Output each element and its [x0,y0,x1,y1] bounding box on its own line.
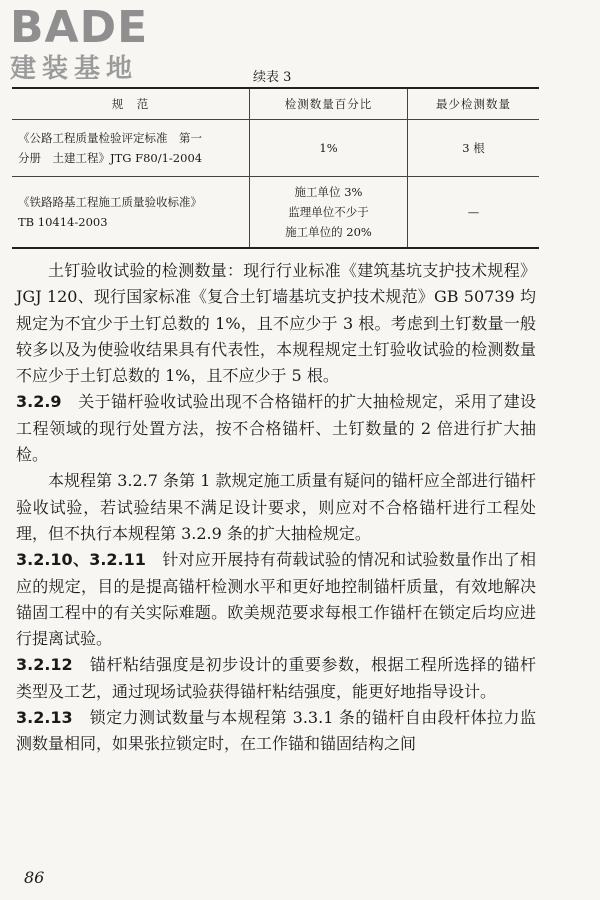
clause-number: 3.2.13 [16,708,73,728]
table-row [12,120,539,177]
spec-table [12,87,539,249]
paragraph [16,705,536,758]
spec-line: TB 10414-2003 [18,215,108,229]
paragraph [16,258,536,389]
table-caption: 续表 3 [253,70,292,85]
page-number: 86 [24,868,45,887]
paragraph-text: 本规程第 3.2.7 条第 1 款规定施工质量有疑问的锚杆应全部进行锚杆验收试验，若试验结果不满足设计要求，则应对不合格锚杆进行工程处理，但不执行本规程第 3.2.9 条的扩大抽检规定。 [16,471,536,543]
paragraph-text: 锚杆粘结强度是初步设计的重要参数，根据工程所选择的锚杆类型及工艺，通过现场试验获得锚杆粘结强度，能更好地指导设计。 [16,655,536,701]
spec-cell [12,120,250,177]
clause-number: 3.2.12 [16,655,73,675]
logo-brand: BADE [10,2,149,53]
body-text [16,258,536,758]
paragraph-text: 土钉验收试验的检测数量：现行行业标准《建筑基坑支护技术规程》JGJ 120、现行国家标准《复合土钉墙基坑支护技术规范》GB 50739 均规定为不宜少于土钉总数的 1%，且不应少于 3 根。考虑到土钉数量一般较多以及为使验收结果具有代表性，本规程规定土钉验收试验的检测数量不应少于土钉总数的 1%，且不应少于 5 根。 [16,261,536,386]
spec-line: 《铁路路基工程施工质量验收标准》 [18,195,202,209]
minimum-cell: 3 根 [408,120,540,177]
bade-logo [10,2,180,86]
percent-line: 施工单位 3% [294,185,363,199]
paragraph-text: 锁定力测试数量与本规程第 3.3.1 条的锚杆自由段杆体拉力监测数量相同，如果张拉锁定时，在工作锚和锚固结构之间 [16,708,536,754]
minimum-cell: — [408,177,540,249]
paragraph [16,468,536,547]
percent-line: 监理单位不少于 [288,205,369,219]
paragraph [16,547,536,652]
table-row [12,177,539,249]
percent-line: 1% [319,141,338,155]
clause-number: 3.2.10、3.2.11 [16,550,146,570]
header-spec: 规 范 [12,88,250,120]
paragraph [16,652,536,705]
paragraph-text: 针对应开展持有荷载试验的情况和试验数量作出了相应的规定，目的是提高锚杆检测水平和更好地控制锚杆质量，有效地解决锚固工程中的有关实际难题。欧美规范要求每根工作锚杆在锁定后均应进行提离试验。 [16,550,536,649]
header-percent: 检测数量百分比 [250,88,408,120]
table-header-row [12,88,539,120]
logo-subtitle: 建装基地 [10,54,139,84]
header-minimum: 最少检测数量 [408,88,540,120]
spec-cell [12,177,250,249]
paragraph [16,389,536,468]
spec-line: 分册 土建工程》JTG F80/1-2004 [18,151,203,165]
percent-cell [250,120,408,177]
clause-number: 3.2.9 [16,392,62,412]
paragraph-text: 关于锚杆验收试验出现不合格锚杆的扩大抽检规定，采用了建设工程领域的现行处置方法，按不合格锚杆、土钉数量的 2 倍进行扩大抽检。 [16,392,536,465]
percent-cell [250,177,408,249]
percent-line: 施工单位的 20% [285,225,372,239]
spec-line: 《公路工程质量检验评定标准 第一 [18,131,202,145]
